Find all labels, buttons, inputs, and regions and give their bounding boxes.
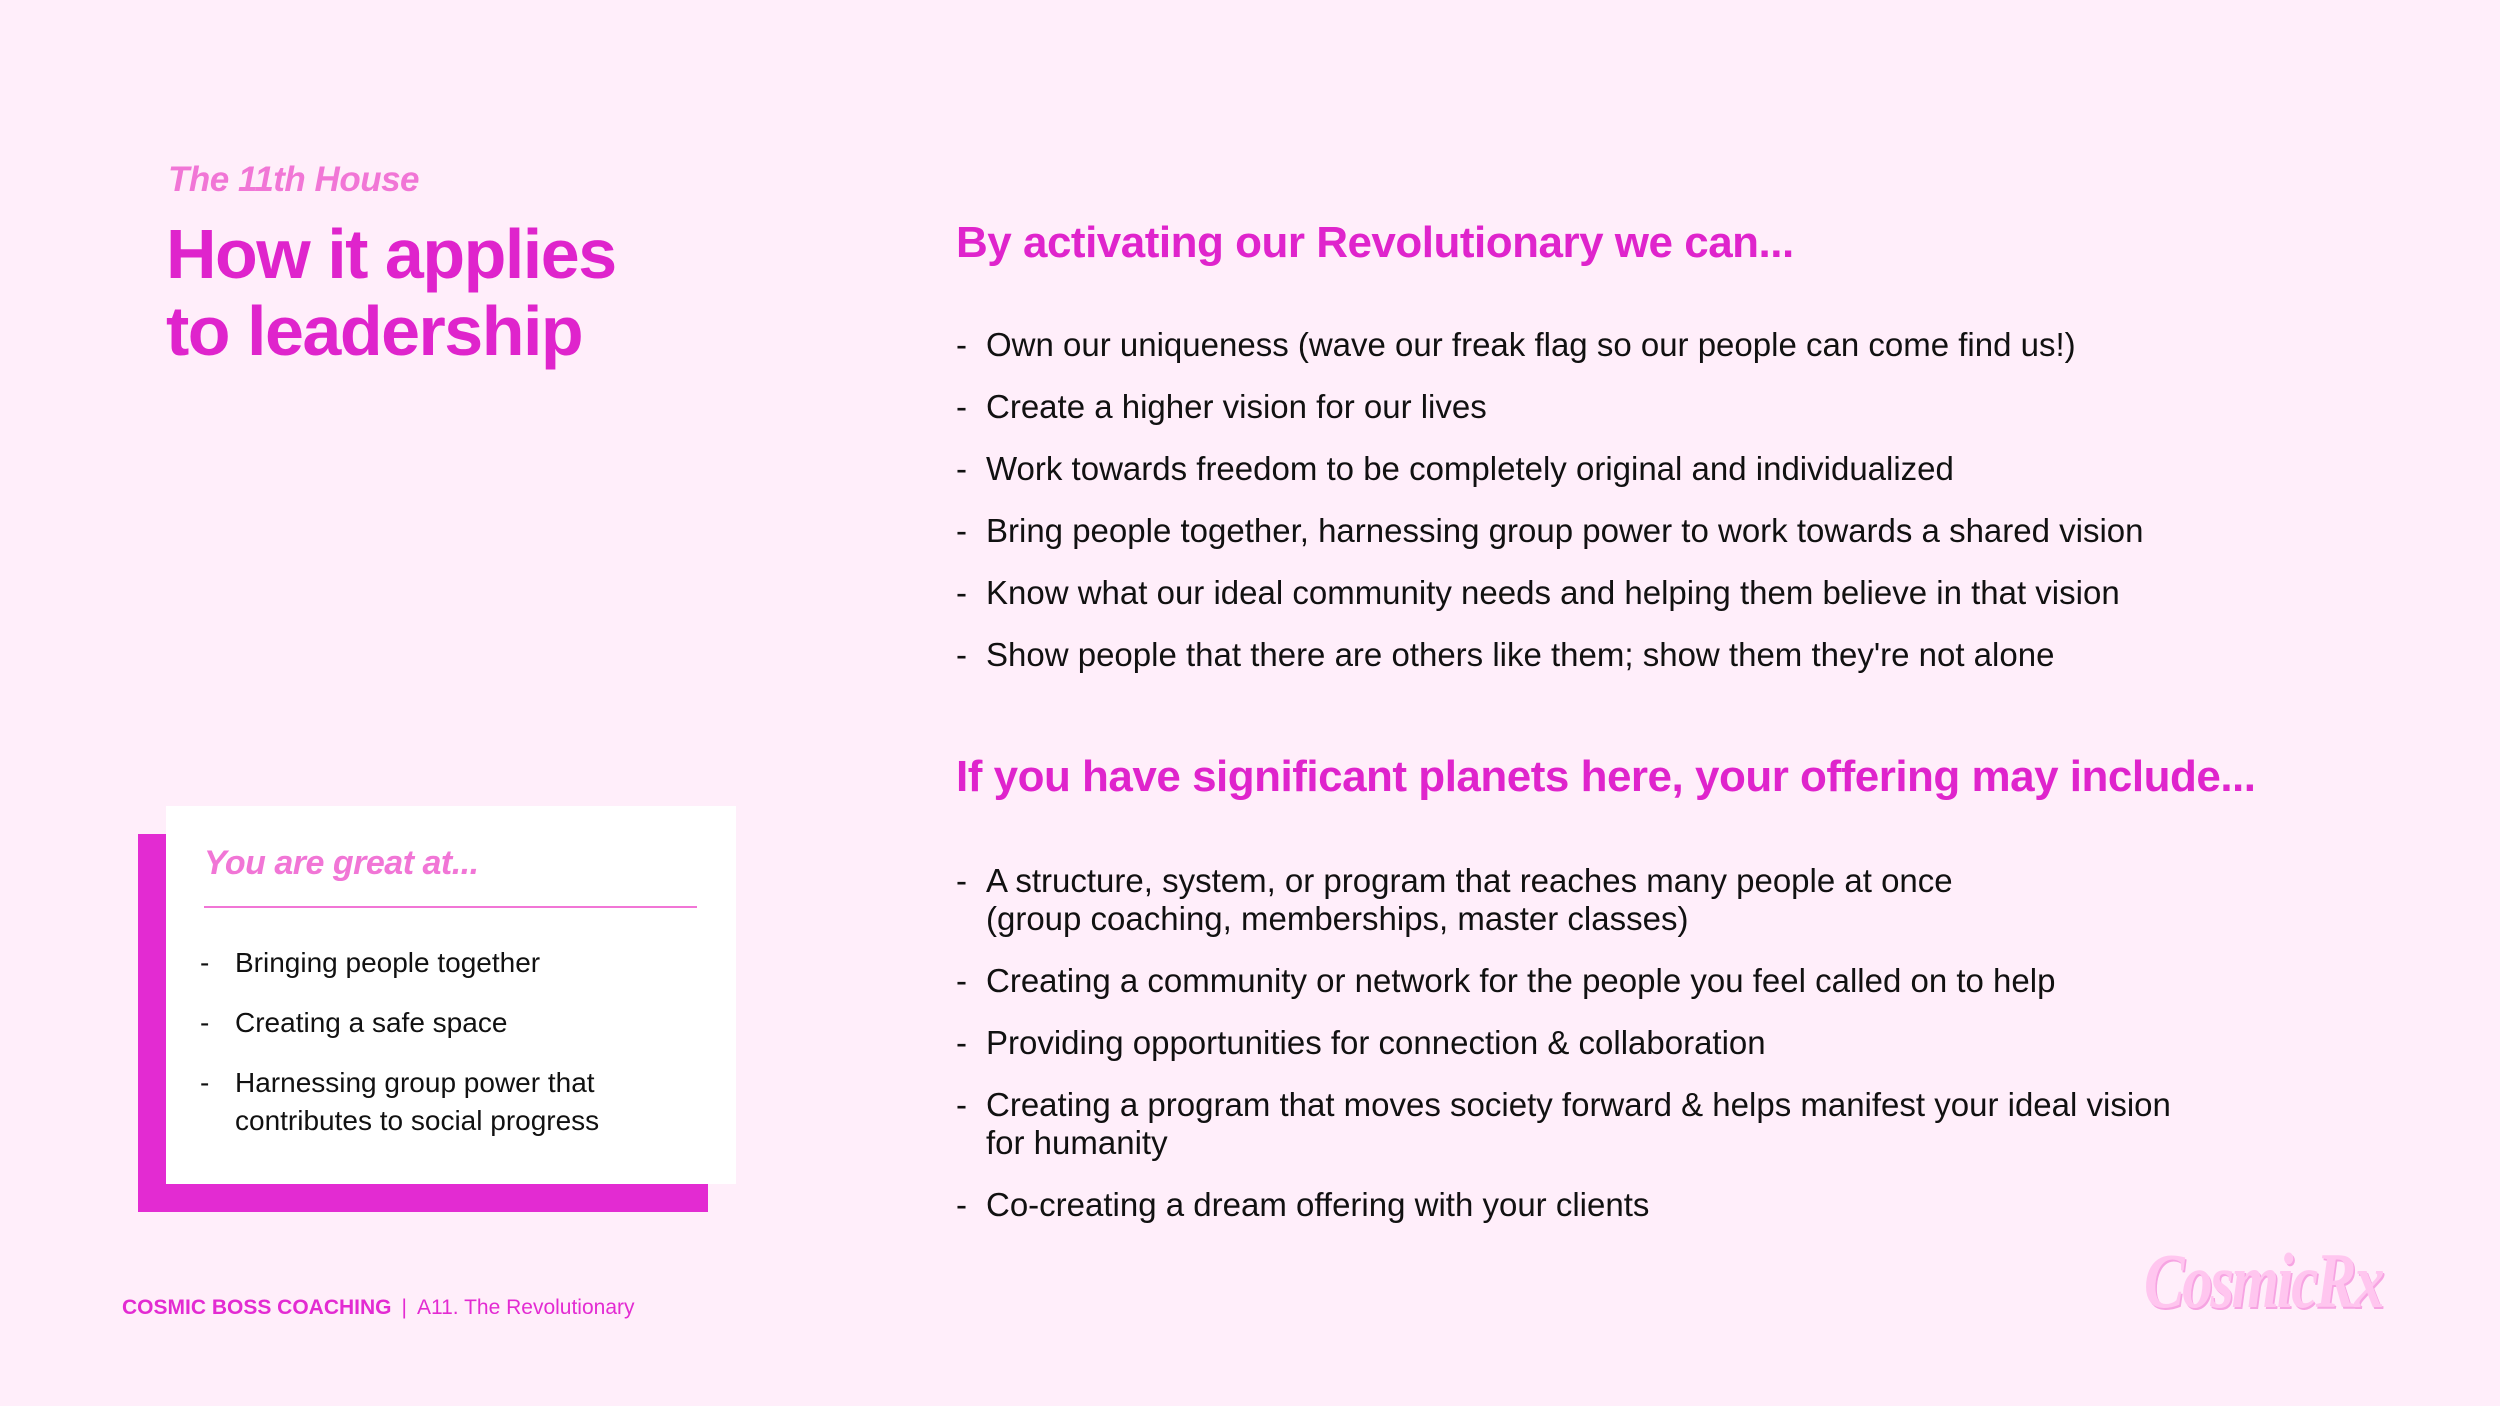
list-item-text-continued: (group coaching, memberships, master classes) bbox=[986, 900, 1689, 937]
bullet-dash: - bbox=[956, 512, 967, 549]
list-item bbox=[956, 1186, 2256, 1224]
list-item-text: Harnessing group power that bbox=[235, 1067, 595, 1098]
bullet-dash: - bbox=[956, 450, 967, 487]
strengths-card bbox=[166, 806, 736, 1184]
footer-module: A11. The Revolutionary bbox=[416, 1296, 635, 1319]
list-item-text: Create a higher vision for our lives bbox=[986, 388, 1487, 425]
list-item bbox=[956, 862, 2256, 938]
list-item-text: A structure, system, or program that reaches many people at once bbox=[986, 862, 1953, 899]
list-item-text: Show people that there are others like them; show them they're not alone bbox=[986, 636, 2055, 673]
footer-separator: | bbox=[401, 1296, 407, 1319]
card-divider bbox=[204, 906, 697, 908]
bullet-dash: - bbox=[200, 947, 210, 978]
bullet-dash: - bbox=[956, 1186, 967, 1223]
list-item-text: Work towards freedom to be completely original and individualized bbox=[986, 450, 1954, 487]
section-eyebrow: The 11th House bbox=[168, 160, 420, 199]
list-item-text: Providing opportunities for connection & collaboration bbox=[986, 1024, 1766, 1061]
bullet-dash: - bbox=[200, 1007, 210, 1038]
list-item-text: Know what our ideal community needs and helping them believe in that vision bbox=[986, 574, 2120, 611]
list-item bbox=[956, 450, 2256, 488]
list-item bbox=[956, 962, 2256, 1000]
bullet-dash: - bbox=[956, 862, 967, 899]
list-item-text: Bring people together, harnessing group power to work towards a shared vision bbox=[986, 512, 2144, 549]
bullet-dash: - bbox=[956, 388, 967, 425]
list-item bbox=[200, 944, 720, 982]
bullet-dash: - bbox=[956, 1024, 967, 1061]
list-item-text: Co-creating a dream offering with your clients bbox=[986, 1186, 1650, 1223]
list-item-text: Creating a community or network for the people you feel called on to help bbox=[986, 962, 2056, 999]
footer-brand: COSMIC BOSS COACHING bbox=[122, 1296, 392, 1319]
list-item-text: Creating a safe space bbox=[235, 1007, 508, 1038]
bullet-dash: - bbox=[956, 574, 967, 611]
list-item bbox=[200, 1004, 720, 1042]
section-heading-activating: By activating our Revolutionary we can... bbox=[956, 218, 1794, 267]
list-item bbox=[956, 1024, 2256, 1062]
list-item-text: Creating a program that moves society forward & helps manifest your ideal vision bbox=[986, 1086, 2171, 1123]
list-item-text-continued: for humanity bbox=[986, 1124, 1168, 1161]
page-title-line-2: to leadership bbox=[166, 292, 583, 370]
page-title-line-1: How it applies bbox=[166, 215, 616, 293]
bullet-dash: - bbox=[956, 962, 967, 999]
offering-list bbox=[956, 862, 2256, 1248]
strengths-list bbox=[200, 944, 720, 1162]
list-item bbox=[956, 1086, 2256, 1162]
footer bbox=[122, 1296, 635, 1320]
activation-list bbox=[956, 326, 2256, 698]
list-item bbox=[956, 636, 2256, 674]
list-item-text-continued: contributes to social progress bbox=[235, 1105, 600, 1136]
bullet-dash: - bbox=[200, 1067, 210, 1098]
list-item bbox=[956, 326, 2256, 364]
bullet-dash: - bbox=[956, 636, 967, 673]
card-title: You are great at... bbox=[204, 844, 479, 882]
list-item bbox=[956, 512, 2256, 550]
list-item bbox=[956, 388, 2256, 426]
list-item bbox=[956, 574, 2256, 612]
bullet-dash: - bbox=[956, 326, 967, 363]
section-heading-offering: If you have significant planets here, your offering may include... bbox=[956, 752, 2256, 801]
cosmicrx-logo: CosmicRx bbox=[2144, 1237, 2383, 1324]
bullet-dash: - bbox=[956, 1086, 967, 1123]
page-title bbox=[166, 216, 726, 370]
list-item-text: Own our uniqueness (wave our freak flag so our people can come find us!) bbox=[986, 326, 2076, 363]
list-item-text: Bringing people together bbox=[235, 947, 541, 978]
list-item bbox=[200, 1064, 720, 1140]
